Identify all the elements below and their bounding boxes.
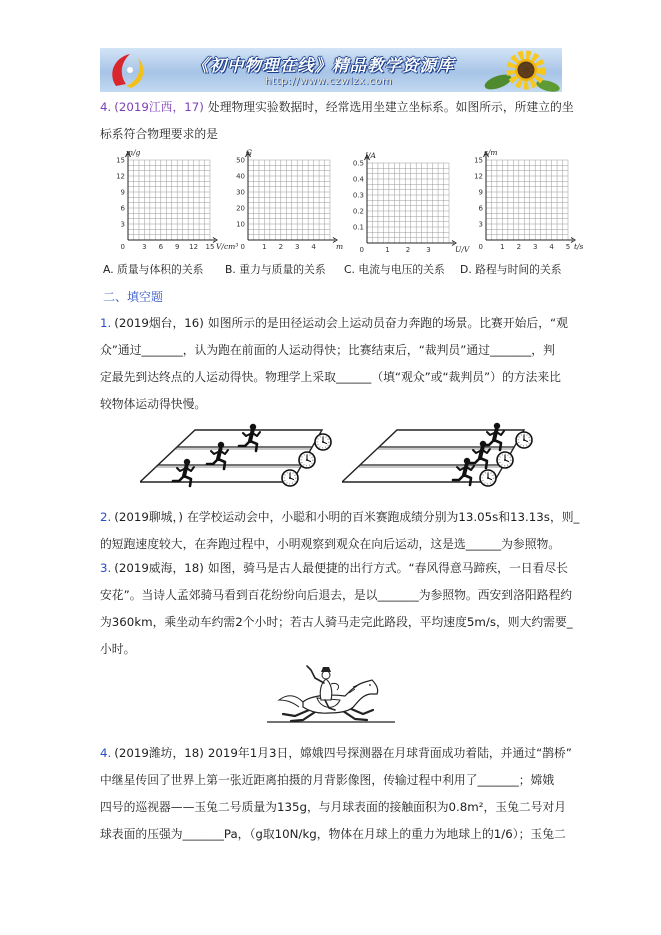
banner-title: 《初中物理在线》精品教学资源库 [192,56,455,75]
question-line: 众”通过_______，认为跑在前面的人运动得快；比赛结束后，“裁判员”通过_______，判 [100,342,555,357]
y-tick-label: 0.2 [352,207,364,216]
question-line: 球表面的压强为_______Pa，（g取10N/kg，物体在月球上的重力为地球上的1/6）；玉兔二 [100,826,566,841]
option-b-label: B. 重力与质量的关系 [225,263,326,276]
y-tick-label: 9 [478,188,483,197]
question-line: 中继星传回了世界上第一张近距离拍摄的月背影像图，传输过程中利用了_______；嫦娥 [100,772,555,787]
stopwatch-icon [516,432,532,448]
y-tick-label: 12 [474,172,483,181]
y-tick-label: 3 [120,220,125,229]
y-tick-label: 9 [120,188,125,197]
question-source: (2019烟台，16) [114,315,204,330]
x-tick-label: 4 [311,243,316,251]
x-tick-label: 5 [565,243,571,251]
question-line: 较物体运动得快慢。 [100,396,207,411]
option-d-label: D. 路程与时间的关系 [460,263,562,276]
question-line [100,555,570,582]
sunflower-icon [478,48,562,92]
x-tick-label: 1 [385,246,390,254]
origin-label: 0 [120,243,125,251]
question-source: (2019聊城，) [114,509,183,524]
y-tick-label: 6 [478,204,483,213]
y-axis-label: I/A [365,151,376,160]
x-tick-label: 9 [174,243,180,251]
y-tick-label: 0.5 [352,159,364,168]
origin-label: 0 [359,246,364,254]
x-tick-label: 12 [189,243,199,251]
x-tick-label: 1 [262,243,267,251]
track-race-start-illustration [140,418,335,493]
origin-label: 0 [240,243,245,251]
y-tick-label: 15 [474,156,483,165]
question-line: 安花”。当诗人孟郊骑马看到百花纷纷向后退去，是以_______为参照物。西安到洛阳路程约 [100,587,573,602]
option-a-label: A. 质量与体积的关系 [103,263,204,276]
question-text: 在学校运动会中，小聪和小明的百米赛跑成绩分别为13.05s和13.13s，则_ [186,509,580,524]
question-text: 如图所示的是田径运动会上运动员奋力奔跑的场景。比赛开始后，“观 [207,315,568,330]
question-number: 3. [100,560,112,575]
question-number: 2. [100,509,112,524]
header-banner [100,48,562,92]
question-source: (2019威海，18) [114,560,204,575]
y-tick-label: 0.1 [352,223,364,232]
question-line: 四号的巡视器——玉兔二号质量为135g，与月球表面的接触面积为0.8m²，玉兔二号对月 [100,799,567,814]
grid-lines [248,160,330,240]
x-axis-label: V/cm³ [216,242,239,251]
y-tick-label: 10 [236,220,245,229]
option-c-label: C. 电流与电压的关系 [344,263,445,276]
horse-rider-illustration [265,664,397,732]
grid-lines [128,160,210,240]
x-tick-label: 3 [142,243,147,251]
y-tick-label: 6 [120,204,125,213]
y-tick-label: 3 [478,220,483,229]
question-line [100,504,580,531]
x-axis-label: m [336,242,344,251]
x-tick-label: 2 [278,243,284,251]
y-tick-label: 0.3 [352,191,364,200]
question-text: 如图，骑马是古人最便捷的出行方式。“春风得意马蹄疾，一日看尽长 [207,560,568,575]
stopwatch-icon [282,470,298,486]
fill-question-4 [100,740,570,848]
y-axis-label: s/m [484,148,498,157]
site-logo-icon [106,50,148,90]
grid-lines [486,160,568,240]
y-tick-label: 15 [116,156,125,165]
stopwatch-icon [299,452,315,468]
question-line: 小时。 [100,641,136,656]
question-line: 标系符合物理要求的是 [100,126,218,141]
question-line [100,740,570,767]
fill-question-3 [100,555,573,663]
x-tick-label: 3 [294,243,300,251]
x-tick-label: 15 [205,243,215,251]
section-heading: 二、填空题 [103,289,164,304]
question-line [100,310,570,337]
y-tick-label: 40 [236,172,245,181]
question-number: 4. [100,745,112,760]
fill-question-1 [100,310,570,418]
origin-label: 0 [478,243,483,251]
question-source: (2019潍坊，18) [114,745,204,760]
stopwatch-icon [315,434,331,450]
x-tick-label: 3 [532,243,538,251]
y-tick-label: 30 [236,188,245,197]
x-tick-label: 1 [500,243,505,251]
banner-url: http://www.czwlzx.com [265,76,393,87]
y-tick-label: 12 [116,172,125,181]
question-text: 处理物理实验数据时，经常选用坐建立坐标系。如图所示，所建立的坐 [207,99,574,114]
stopwatch-icon [480,470,496,486]
x-axis-label: t/s [574,242,584,251]
question-text: 2019年1月3日，嫦娥四号探测器在月球背面成功着陆，并通过“鹊桥” [207,745,572,760]
x-tick-label: 2 [516,243,522,251]
graph-option-a [100,146,240,258]
question-number: 4. [100,99,112,114]
stopwatch-icon [497,452,513,468]
question-source: (2019江西，17) [114,99,204,114]
x-tick-label: 6 [158,243,164,251]
x-tick-label: 2 [405,246,411,254]
question-line: 为360km，乘坐动车约需2个小时；若古人骑马走完此路段，平均速度5m/s，则大约需要_ [100,614,573,629]
question-number: 1. [100,315,112,330]
y-tick-label: 20 [236,204,245,213]
graph-option-d [458,146,598,258]
y-tick-label: 0.4 [352,175,364,184]
question-line: 的短跑速度较大，在奔跑过程中，小明观察到观众在向后运动，这是选______为参照物。 [100,536,561,551]
fill-question-2 [100,504,580,558]
y-axis-label: G [246,148,252,157]
x-tick-label: 3 [426,246,431,254]
question-line: 定最先到达终点的人运动得快。物理学上采取______（填“观众”或“裁判员”）的方法来比 [100,369,561,384]
x-axis-label: U/V [455,245,470,254]
track-race-finish-illustration [342,418,537,493]
y-tick-label: 50 [236,156,245,165]
runner-figure [483,423,504,450]
x-tick-label: 4 [549,243,554,251]
choice-question-4 [100,94,574,148]
grid-lines [367,163,449,243]
y-axis-label: m/g [126,148,141,157]
question-line [100,94,574,121]
